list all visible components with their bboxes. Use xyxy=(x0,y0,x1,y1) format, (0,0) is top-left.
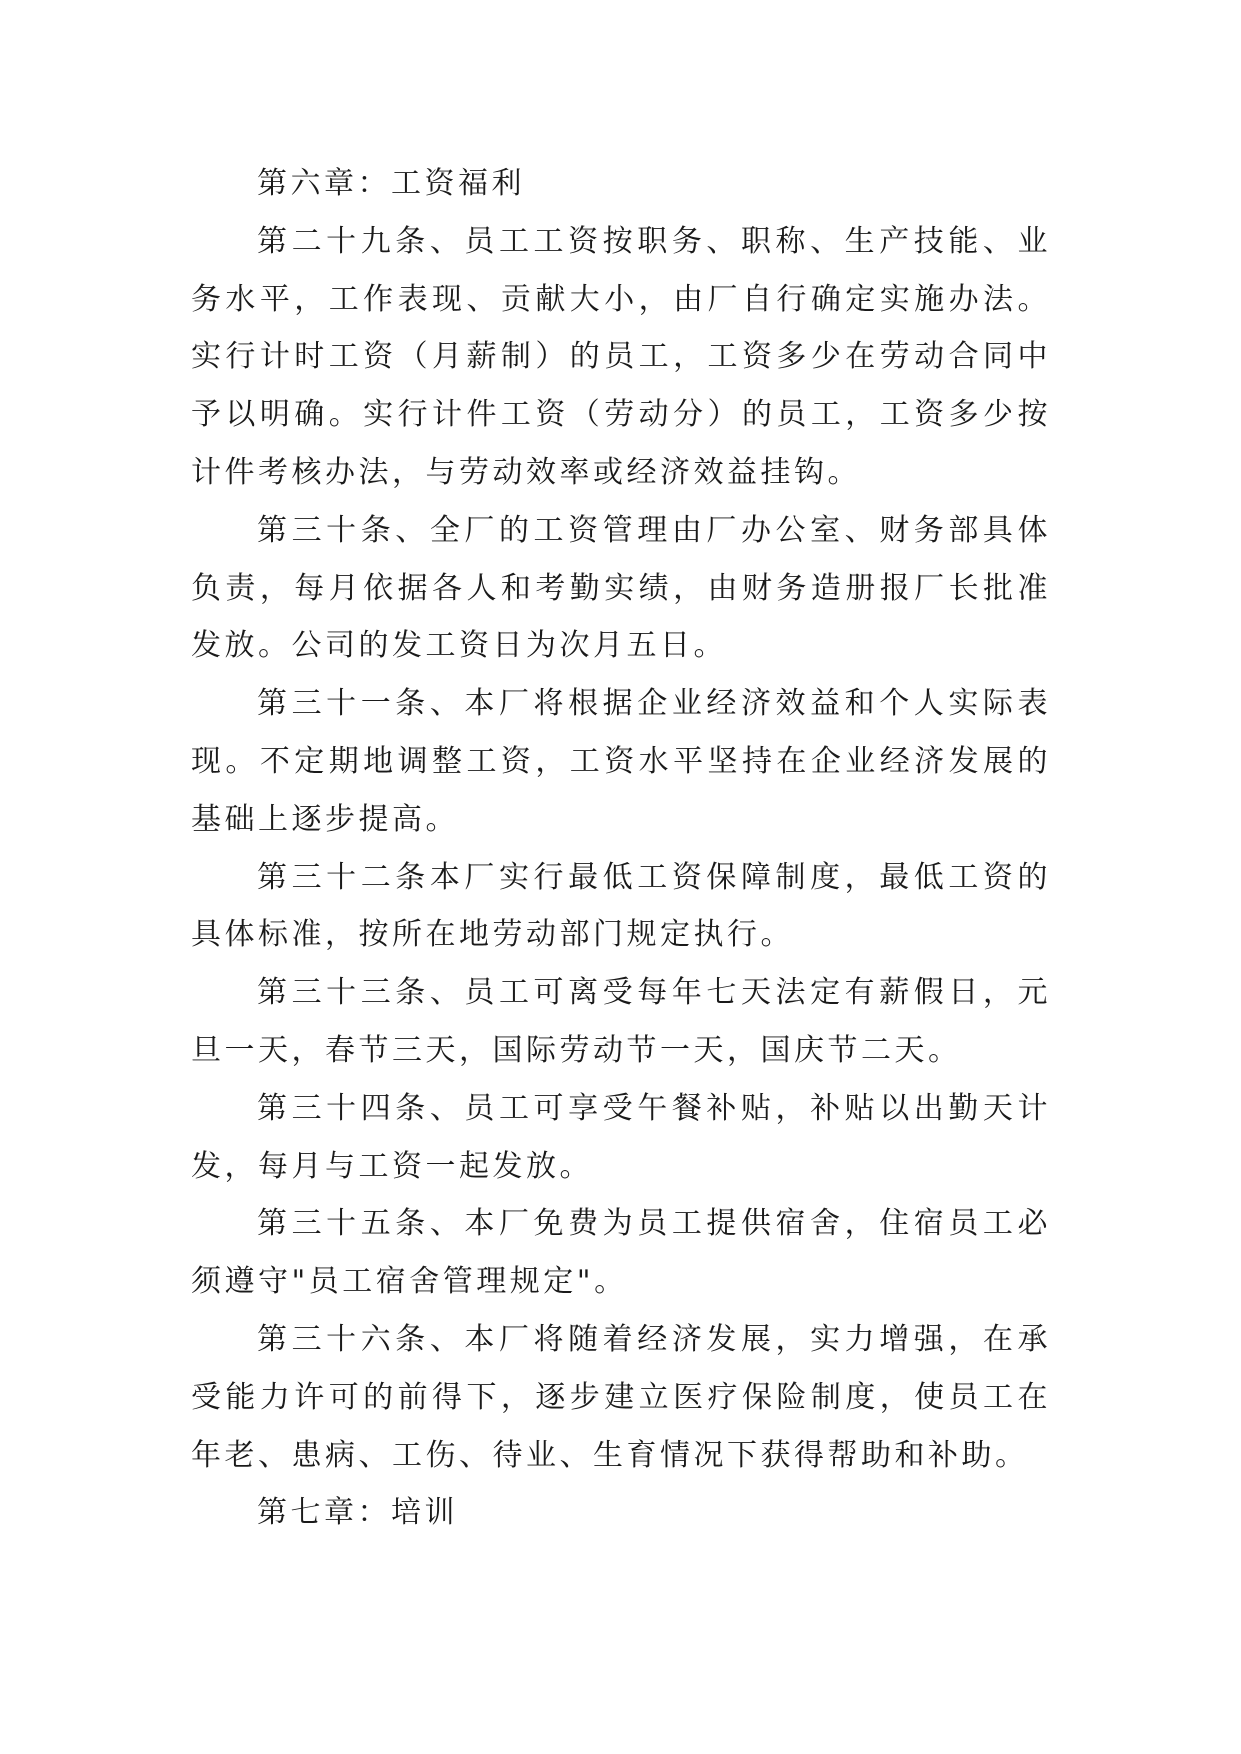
article-34: 第三十四条、员工可享受午餐补贴，补贴以出勤天计发，每月与工资一起发放。 xyxy=(191,1090,1051,1184)
article-29: 第二十九条、员工工资按职务、职称、生产技能、业务水平，工作表现、贡献大小，由厂自行确定实施办法。实行计时工资（月薪制）的员工，工资多少在劳动合同中予以明确。实行计件工资（劳动分）的员工，工资多少按计件考核办法，与劳动效率或经济效益挂钩。 xyxy=(191,223,1051,490)
article-30: 第三十条、全厂的工资管理由厂办公室、财务部具体负责，每月依据各人和考勤实绩，由财务造册报厂长批准发放。公司的发工资日为次月五日。 xyxy=(191,512,1051,664)
article-35: 第三十五条、本厂免费为员工提供宿舍，住宿员工必须遵守"员工宿舍管理规定"。 xyxy=(191,1206,1051,1300)
article-33: 第三十三条、员工可离受每年七天法定有薪假日，元旦一天，春节三天，国际劳动节一天，国庆节二天。 xyxy=(191,975,1051,1068)
article-36: 第三十六条、本厂将随着经济发展，实力增强，在承受能力许可的前得下，逐步建立医疗保险制度，使员工在年老、患病、工伤、待业、生育情况下获得帮助和补助。 xyxy=(191,1321,1051,1473)
article-32: 第三十二条本厂实行最低工资保障制度，最低工资的具体标准，按所在地劳动部门规定执行。 xyxy=(191,859,1051,953)
chapter-7-heading: 第七章：培训 xyxy=(257,1495,458,1531)
article-31: 第三十一条、本厂将根据企业经济效益和个人实际表现。不定期地调整工资，工资水平坚持在企业经济发展的基础上逐步提高。 xyxy=(191,686,1051,837)
document-body xyxy=(191,155,1051,1542)
chapter-6-heading: 第六章：工资福利 xyxy=(257,166,525,201)
